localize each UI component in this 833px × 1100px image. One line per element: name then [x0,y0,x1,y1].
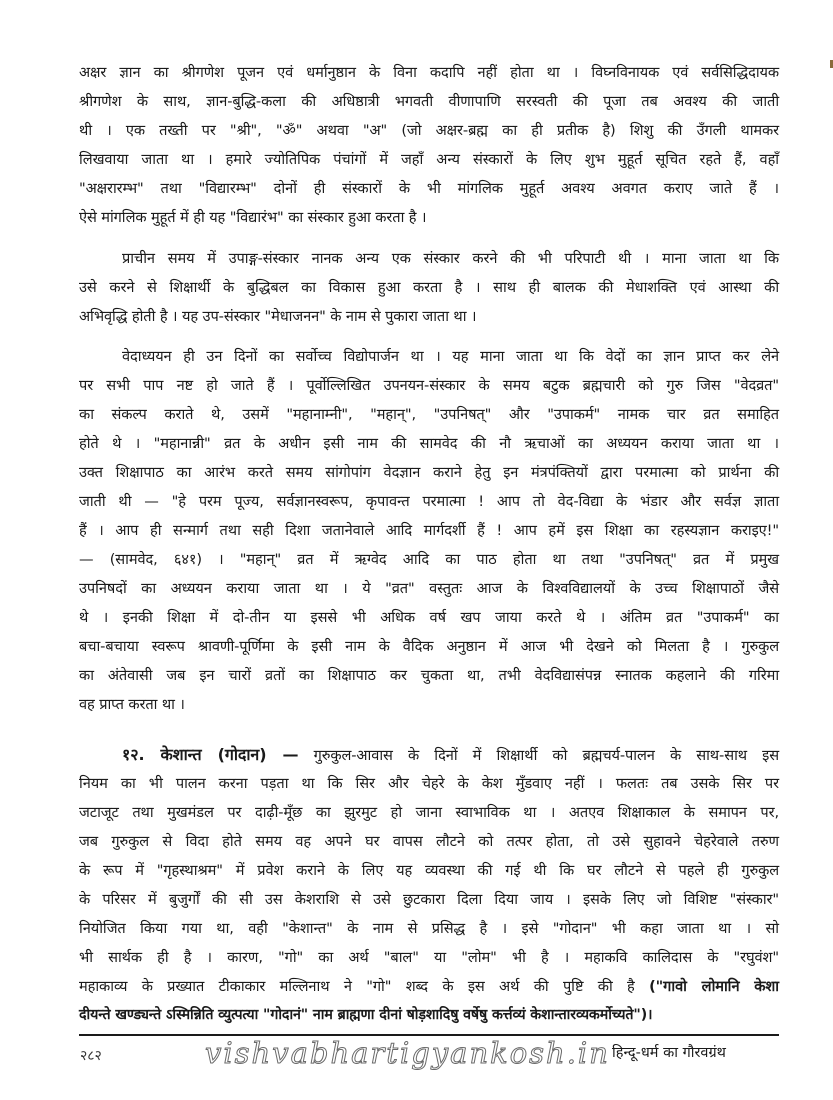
text-line: — (सामवेद, ६४१) । "महान्" व्रत में ऋग्वेद आदि का पाठ होता था तथा "उपनिषत्" व्रत में प्रमुख [79,551,779,568]
text-line: प्राचीन समय में उपाङ्ग-संस्कार नानक अन्य एक संस्कार करने की भी परिपाटी थी । माना जाता था कि [122,250,779,267]
text-line: लिखवाया जाता था । हमारे ज्योतिपिक पंचांगों में जहाँ अन्य संस्कारों के लिए शुभ मुहूर्त सूचित रहते हैं, वहाँ [79,151,779,168]
text-line: नियम का भी पालन करना पड़ता था कि सिर और चेहरे के केश मुँडवाए नहीं । फलतः तब उसके सिर पर [79,775,779,792]
text-line: बचा-बचाया स्वरूप श्रावणी-पूर्णिमा के इसी नाम के वैदिक अनुष्ठान में आज भी देखने को मिलता है । गुरुकुल [79,638,779,655]
mallinath-quote-start: ("गावो लोमानि केशा [649,978,779,995]
text-line: उसे करने से शिक्षार्थी के बुद्धिबल का विकास हुआ करता है । साथ ही बालक की मेधाशक्ति एवं आस्था की [79,279,779,296]
text-line: ऐसे मांगलिक मुहूर्त में ही यह "विद्यारंभ" का संस्कार हुआ करता है । [79,209,427,226]
text-line: के परिसर में बुजुर्गों की सी उस केशराशि से उसे छुटकारा दिला दिया जाय । इसके लिए जो विशिष्ट "संस्कार" [79,891,779,908]
text-line: जाती थी — "हे परम पूज्य, सर्वज्ञानस्वरूप, कृपावन्त परमात्मा ! आप तो वेद-विद्या के भंडार और सर्वज्ञ ज्ञाता [79,493,779,510]
section-first-line [122,740,779,769]
text-line: थी । एक तख्ती पर "श्री", "ॐ" अथवा "अ" (जो अक्षर-ब्रह्म का ही प्रतीक है) शिशु की उँगली थामकर [79,122,779,139]
text-line: उपनिषदों का अध्ययन कराया जाता था । ये "व्रत" वस्तुतः आज के विश्वविद्यालयों के उच्च शिक्षापाठों जैसे [79,580,779,597]
text-line: अक्षर ज्ञान का श्रीगणेश पूजन एवं धर्मानुष्ठान के विना कदापि नहीं होता था । विघ्नविनायक एवं सर्वसिद्धिदायक [79,64,779,81]
text-line: हैं । आप ही सन्मार्ग तथा सही दिशा जतानेवाले आदि मार्गदर्शी हैं ! आप हमें इस शिक्षा का रहस्यज्ञान कराइए!" [79,522,779,539]
section-heading: १२. केशान्त (गोदान) — [122,745,299,764]
text-line: "अक्षरारम्भ" तथा "विद्यारम्भ" दोनों ही संस्कारों के भी मांगलिक मुहूर्त अवश्य अवगत कराए जाते हैं । [79,180,779,197]
mallinath-quote: दीयन्ते खण्ड्यन्ते ऽस्मिन्निति व्युत्पत्या "गोदानं" नाम ब्राह्मणा दीनां षोड़शादिषु वर्षेषु कर्त्तव्यं केशान्तारव्यकर्मोच्यते")। [79,1007,653,1023]
text-line: पर सभी पाप नष्ट हो जाते हैं । पूर्वोल्लिखित उपनयन-संस्कार के समय बटुक ब्रह्मचारी को गुरु जिस "वेदव्रत" [79,377,779,394]
text-line: जब गुरुकुल से विदा होते समय वह अपने घर वापस लौटने को तत्पर होता, तो उसे सुहावने चेहरेवाले तरुण [79,833,779,850]
section-first-line-text: गुरुकुल-आवास के दिनों में शिक्षार्थी को ब्रह्मचर्य-पालन के साथ-साथ इस [313,747,779,764]
text-line: थे । इनकी शिक्षा में दो-तीन या इससे भी अधिक वर्ष खप जाया करते थे । अंतिम व्रत "उपाकर्म" का [79,609,779,626]
text-line: होते थे । "महानान्नी" व्रत के अधीन इसी नाम की सामवेद की नौ ऋचाओं का अध्ययन कराया जाता था । [79,435,779,452]
watermark: vishvabhartigyankosh.in [205,1036,610,1070]
text-line: अभिवृद्धि होती है । यह उप-संस्कार "मेधाजनन" के नाम से पुकारा जाता था । [79,308,477,325]
text-line: वह प्राप्त करता था । [79,696,185,713]
text-line: का संकल्प कराते थे, उसमें "महानाम्नी", "महान्", "उपनिषत्" और "उपाकर्म" नामक चार व्रत समाहित [79,406,779,423]
text-line: नियोजित किया गया था, वही "केशान्त" के नाम से प्रसिद्ध है । इसे "गोदान" भी कहा जाता था । सो [79,920,779,937]
text-line: का अंतेवासी जब इन चारों व्रतों का शिक्षापाठ कर चुकता था, तभी वेदविद्यासंपन्न स्नातक कहलाने की गरिमा [79,667,779,684]
text-line: उक्त शिक्षापाठ का आरंभ करते समय सांगोपांग वेदज्ञान कराने हेतु इन मंत्रपंक्तियों द्वारा परमात्मा को प्रार्थना की [79,464,779,481]
page-number: २८२ [80,1048,102,1064]
text-line: वेदाध्ययन ही उन दिनों का सर्वोच्च विद्योपार्जन था । यह माना जाता था कि वेदों का ज्ञान प्राप्त कर लेने [122,348,779,365]
text-line [79,972,779,1001]
text-segment: महाकाव्य के प्रख्यात टीकाकार मल्लिनाथ ने "गो" शब्द के इस अर्थ की पुष्टि की है [79,978,635,995]
text-line: भी सार्थक ही है । कारण, "गो" का अर्थ "बाल" या "लोम" भी है । महाकवि कालिदास के "रघुवंश" [79,949,779,966]
running-title: हिन्दू-धर्म का गौरवग्रंथ [612,1045,726,1061]
text-line: श्रीगणेश के साथ, ज्ञान-बुद्धि-कला की अधिष्ठात्री भगवती वीणापाणि सरस्वती की पूजा तब अवश्य की जाती [79,93,779,110]
text-line: के रूप में "गृहस्थाश्रम" में प्रवेश कराने के लिए यह व्यवस्था की गई थी कि घर लौटने से पहले ही गुरुकुल [79,862,779,879]
text-line: जटाजूट तथा मुखमंडल पर दाढ़ी-मूँछ का झुरमुट हो जाना स्वाभाविक था । अतएव शिक्षाकाल के समापन पर, [79,804,779,821]
